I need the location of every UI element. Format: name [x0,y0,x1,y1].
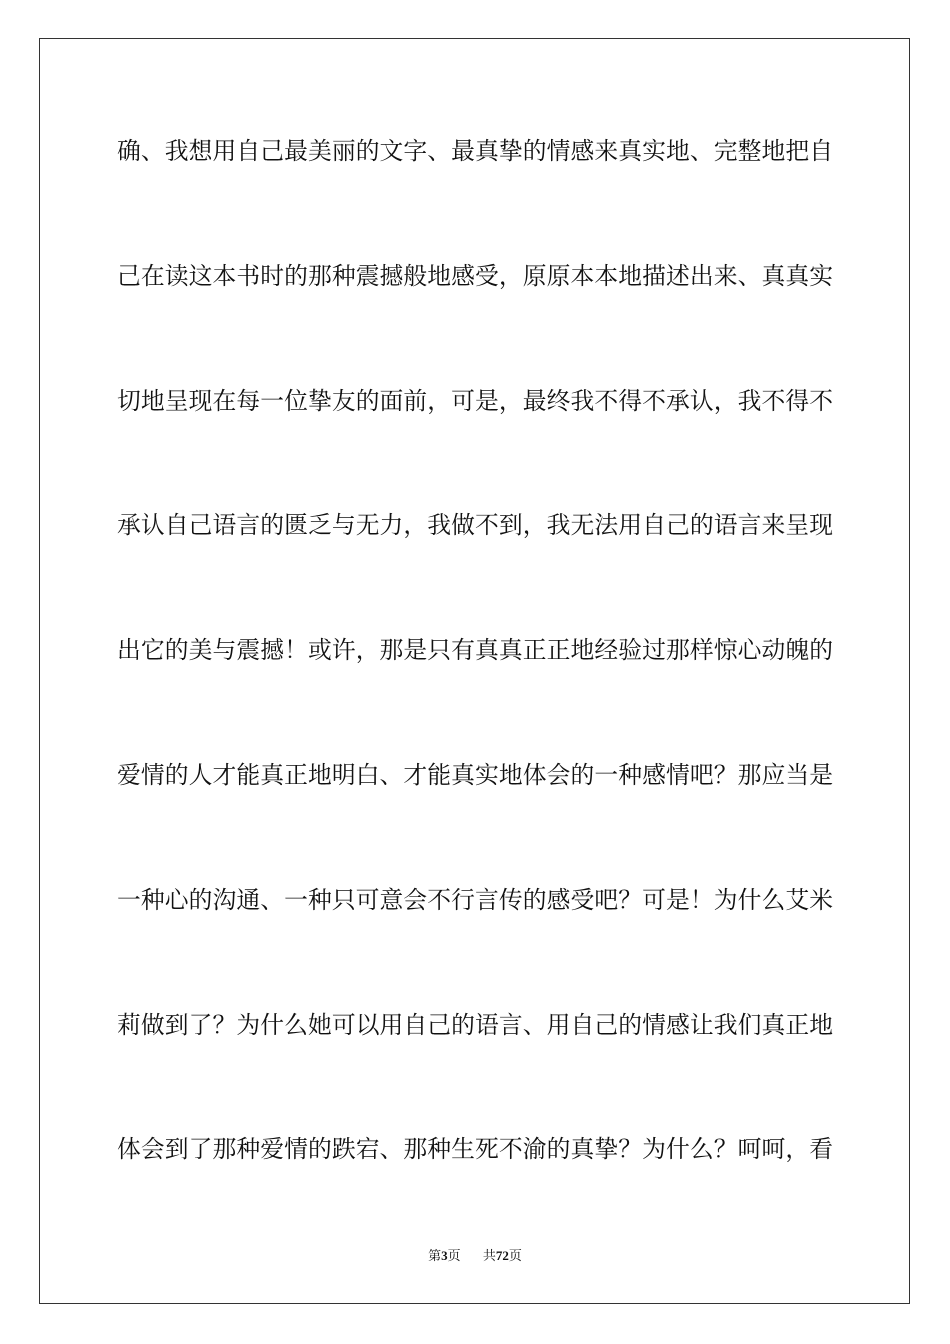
page-footer [0,1246,950,1267]
total-pages: 72 [495,1248,509,1263]
document-body [117,118,833,1241]
text-line-6: 爱情的人才能真正地明白、才能真实地体会的一种感情吧？那应当是 [117,760,833,789]
text-line-7: 一种心的沟通、一种只可意会不行言传的感受吧？可是！为什么艾米 [117,885,833,914]
total-pages-indicator [483,1246,522,1267]
total-prefix: 共 [482,1249,496,1264]
text-line-9: 体会到了那种爱情的跌宕、那种生死不渝的真挚？为什么？呵呵，看 [117,1135,833,1164]
text-line-2: 己在读这本书时的那种震撼般地感受，原原本本地描述出来、真真实 [117,261,833,290]
page-prefix: 第 [428,1249,442,1264]
text-line-8: 莉做到了？为什么她可以用自己的语言、用自己的情感让我们真正地 [117,1010,833,1039]
text-line-5: 出它的美与震撼！或许，那是只有真真正正地经验过那样惊心动魄的 [117,636,833,665]
page-number-indicator [428,1246,461,1267]
text-line-3: 切地呈现在每一位挚友的面前，可是，最终我不得不承认，我不得不 [117,386,833,415]
total-suffix: 页 [508,1249,522,1264]
text-line-4: 承认自己语言的匮乏与无力，我做不到，我无法用自己的语言来呈现 [117,511,833,540]
page-suffix: 页 [447,1249,461,1264]
text-line-1: 确、我想用自己最美丽的文字、最真挚的情感来真实地、完整地把自 [117,137,833,165]
page-number: 3 [441,1248,448,1263]
